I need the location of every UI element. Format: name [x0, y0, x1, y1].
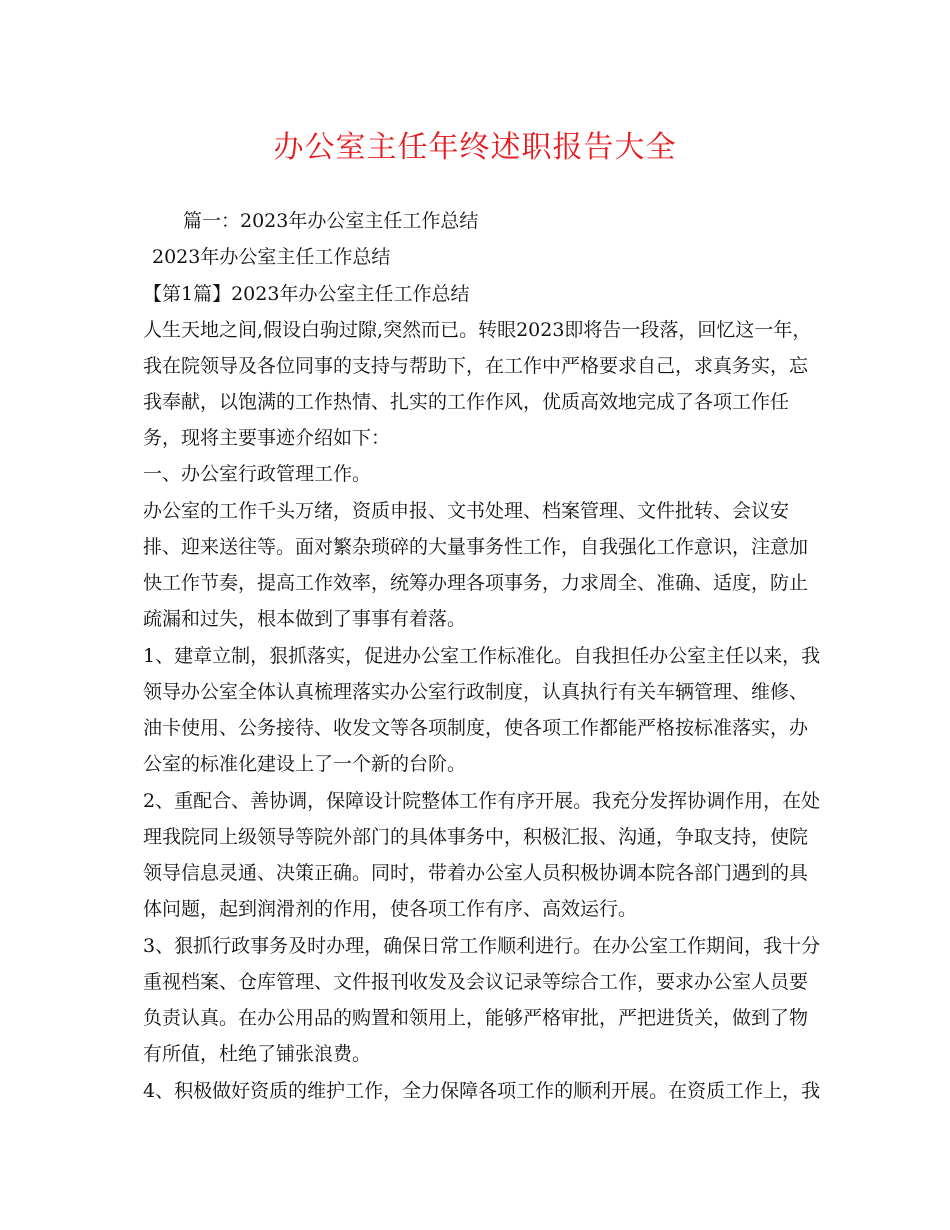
paragraph-line: 油卡使用、公务接待、收发文等各项制度，使各项工作都能严格按标准落实，办 — [143, 717, 809, 739]
paragraph-line: 体问题，起到润滑剂的作用，使各项工作有序、高效运行。 — [143, 898, 638, 920]
paragraph-line: 排、迎来送往等。面对繁杂琐碎的大量事务性工作，自我强化工作意识，注意加 — [143, 536, 809, 558]
subsection-heading: 2023年办公室主任工作总结 — [152, 246, 391, 268]
paragraph-line: 理我院同上级领导等院外部门的具体事务中，积极汇报、沟通，争取支持，使院 — [143, 826, 809, 848]
paragraph-line: 公室的标准化建设上了一个新的台阶。 — [143, 753, 467, 775]
paragraph-line: 快工作节奏，提高工作效率，统筹办理各项事务，力求周全、准确、适度，防止 — [143, 572, 809, 594]
paragraph-line: 4、积极做好资质的维护工作，全力保障各项工作的顺利开展。在资质工作上，我 — [143, 1080, 821, 1102]
section-heading: 一、办公室行政管理工作。 — [143, 463, 372, 485]
paragraph-line: 务，现将主要事迹介绍如下： — [143, 427, 391, 449]
paragraph-line: 我在院领导及各位同事的支持与帮助下，在工作中严格要求自己，求真务实，忘 — [143, 355, 809, 377]
paragraph-line: 1、建章立制，狠抓落实，促进办公室工作标准化。自我担任办公室主任以来，我 — [143, 645, 821, 667]
paragraph-line: 重视档案、仓库管理、文件报刊收发及会议记录等综合工作，要求办公室人员要 — [143, 971, 809, 993]
paragraph-line: 2、重配合、善协调，保障设计院整体工作有序开展。我充分发挥协调作用，在处 — [143, 790, 821, 812]
chapter-heading: 【第1篇】2023年办公室主任工作总结 — [143, 283, 470, 305]
paragraph-line: 负责认真。在办公用品的购置和领用上，能够严格审批，严把进货关，做到了物 — [143, 1007, 809, 1029]
paragraph-line: 领导办公室全体认真梳理落实办公室行政制度，认真执行有关车辆管理、维修、 — [143, 681, 809, 703]
paragraph-line: 我奉献，以饱满的工作热情、扎实的工作作风，优质高效地完成了各项工作任 — [143, 391, 790, 413]
paragraph-line: 办公室的工作千头万绪，资质申报、文书处理、档案管理、文件批转、会议安 — [143, 500, 790, 522]
document-title: 办公室主任年终述职报告大全 — [273, 130, 677, 165]
paragraph-line: 疏漏和过失，根本做到了事事有着落。 — [143, 608, 467, 630]
paragraph-line: 有所值，杜绝了铺张浪费。 — [143, 1043, 372, 1065]
paragraph-line: 领导信息灵通、决策正确。同时，带着办公室人员积极协调本院各部门遇到的具 — [143, 862, 809, 884]
paragraph-line: 人生天地之间,假设白驹过隙,突然而已。转眼2023即将告一段落，回忆这一年， — [143, 319, 812, 341]
section-heading: 篇一：2023年办公室主任工作总结 — [183, 210, 479, 232]
paragraph-line: 3、狠抓行政事务及时办理，确保日常工作顺利进行。在办公室工作期间，我十分 — [143, 935, 821, 957]
